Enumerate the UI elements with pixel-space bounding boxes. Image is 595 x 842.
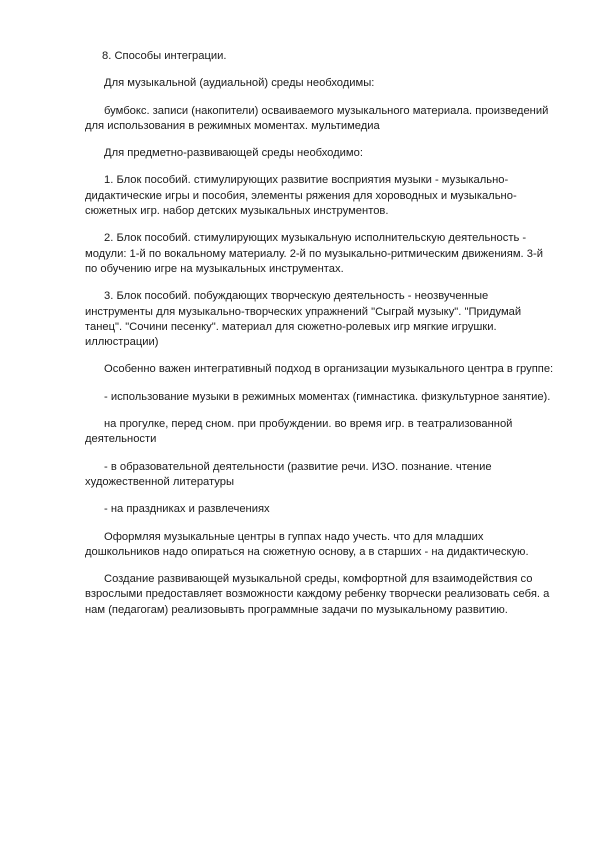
list-item: 2. Блок пособий. стимулирующих музыкальную исполнительскую деятельность - модули: 1-й по вокальному материалу. 2-й по музыкально-ритмическим движениям. 3-й по обучению игре на музыкальных инструментах. (85, 232, 543, 275)
list-item: 3. Блок пособий. побуждающих творческую деятельность - неозвученные инструменты для музыкально-творческих упражнений "Сыграй музыку". "Придумай танец". "Сочини песенку". материал для сюжетно-ролевых игр мягкие игрушки. иллюстрации) (85, 290, 522, 349)
section-heading: 8. Способы интеграции. (102, 50, 227, 62)
paragraph: Создание развивающей музыкальной среды, комфортной для взаимодействия со взрослыми предоставляет возможности каждому ребенку творчески реализовать себя. а нам (педагогам) реализовывть программные задачи по музыкальному развитию. (85, 573, 550, 616)
bullet-item: - на праздниках и развлечениях (104, 503, 270, 516)
bullet-item: на прогулке, перед сном. при пробуждении. во время игр. в театрализованной деятельности (85, 418, 513, 446)
paragraph: Для предметно-развивающей среды необходимо: (104, 147, 363, 160)
list-item: 1. Блок пособий. стимулирующих развитие восприятия музыки - музыкально-дидактические игры и пособия, элементы ряжения для хороводных и музыкально-сюжетных игр. набор детских музыкальных инструментов. (85, 174, 517, 218)
bullet-item: - в образовательной деятельности (развитие речи. ИЗО. познание. чтение художественной литературы (85, 460, 492, 488)
paragraph: бумбокс. записи (накопители) осваиваемого музыкального материала. произведений для использования в режимных моментах. мультимедиа (85, 104, 549, 132)
paragraph: Особенно важен интегративный подход в организации музыкального центра в группе: (104, 363, 554, 376)
bullet-item: - использование музыки в режимных моментах (гимнастика. физкультурное занятие). (104, 390, 551, 403)
paragraph: Для музыкальной (аудиальной) среды необходимы: (104, 77, 375, 90)
paragraph: Оформляя музыкальные центры в гуппах надо учесть. что для младших дошкольников надо опираться на сюжетную основу, а в старших - на дидактическую. (85, 530, 529, 558)
